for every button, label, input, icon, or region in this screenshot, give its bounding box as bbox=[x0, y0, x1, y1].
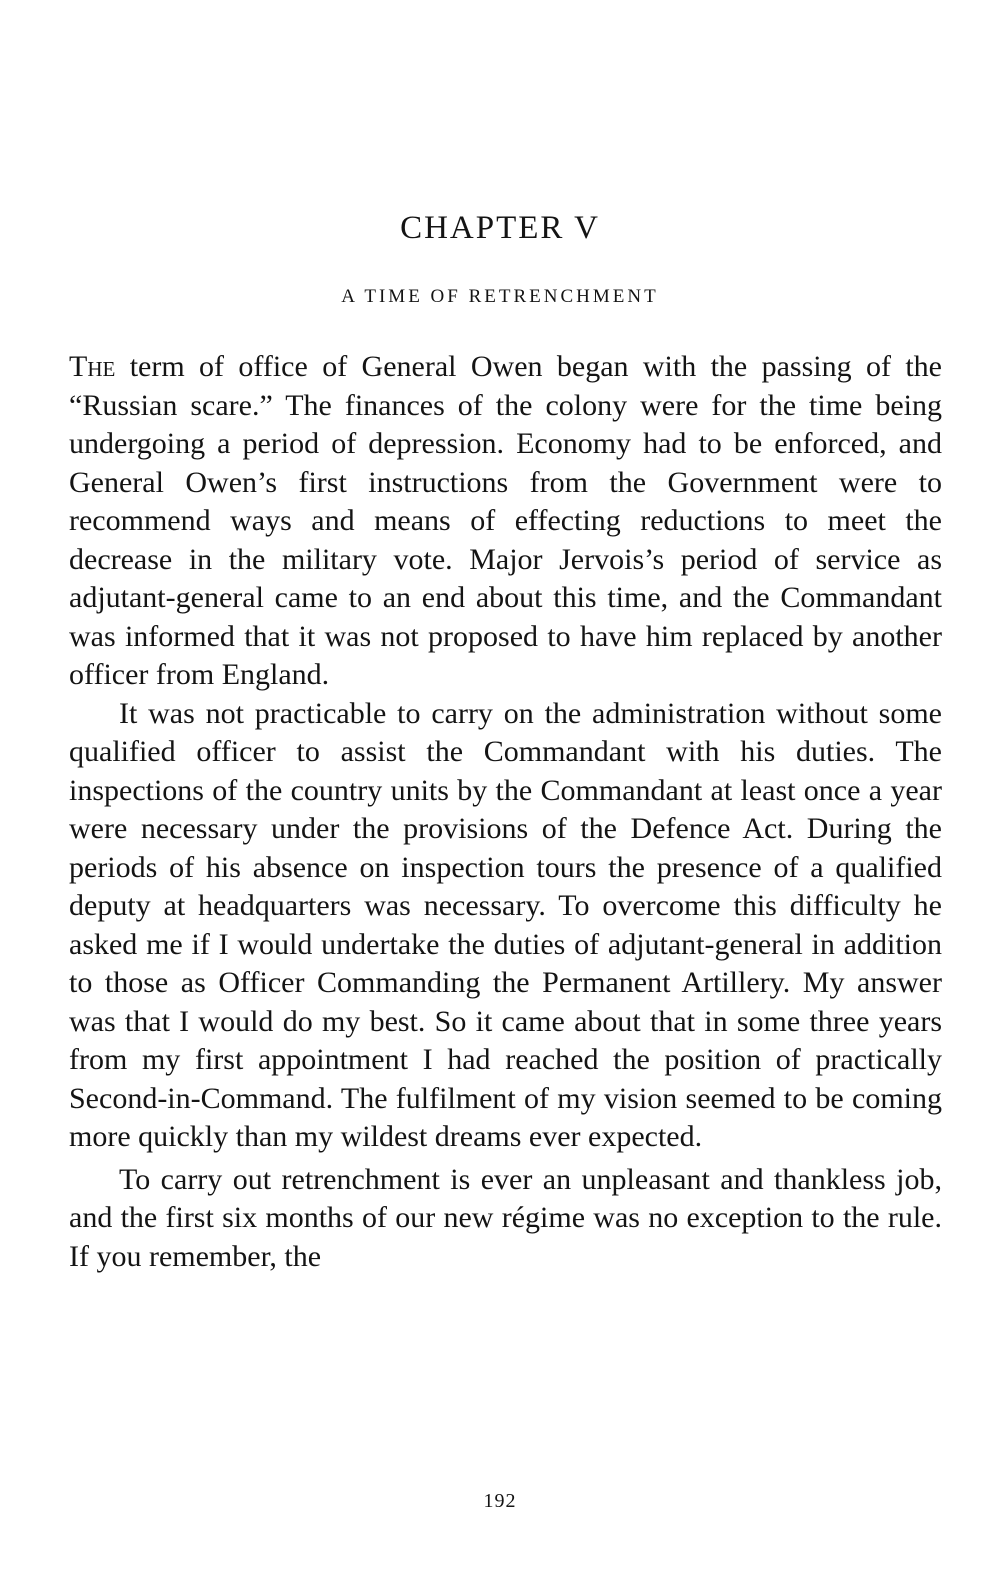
paragraph-3: To carry out retrenchment is ever an unpleasant and thankless job, and the first six months of our new régime was no exception to the rule. If you remember, the bbox=[69, 1162, 942, 1273]
paragraph-lead-word: The bbox=[69, 350, 116, 383]
paragraph-2: It was not practicable to carry on the administration without some qualified officer to assist the Commandant with his duties. The inspections of the country units by the Commandant at least once a year were necessary under the provisions of the Defence Act. During the periods of his absence on inspection tours the presence of a qualified deputy at headquarters was necessary. To overcome this difficulty he asked me if I would undertake the duties of adjutant-general in addition to those as Officer Commanding the Permanent Artillery. My answer was that I would do my best. So it came about that in some three years from my first appointment I had reached the position of practically Second-in-Command. The fulfilment of my vision seemed to be coming more quickly than my wildest dreams ever expected. bbox=[69, 696, 942, 1153]
paragraph-1 bbox=[69, 348, 942, 695]
page-number: 192 bbox=[483, 1490, 517, 1512]
chapter-subtitle: A TIME OF RETRENCHMENT bbox=[341, 286, 659, 307]
chapter-heading: CHAPTER V bbox=[400, 210, 600, 246]
body-text bbox=[69, 348, 942, 1276]
paragraph-text: term of office of General Owen began with the passing of the “Russian scare.” The finances of the colony were for the time being undergoing a period of depression. Economy had to be enforced, and General Owen’s first instructions from the Government were to recommend ways and means of effecting reductions to meet the decrease in the military vote. Major Jervois’s period of service as adjutant-general came to an end about this time, and the Commandant was informed that it was not proposed to have him replaced by another officer from England. bbox=[69, 350, 942, 691]
